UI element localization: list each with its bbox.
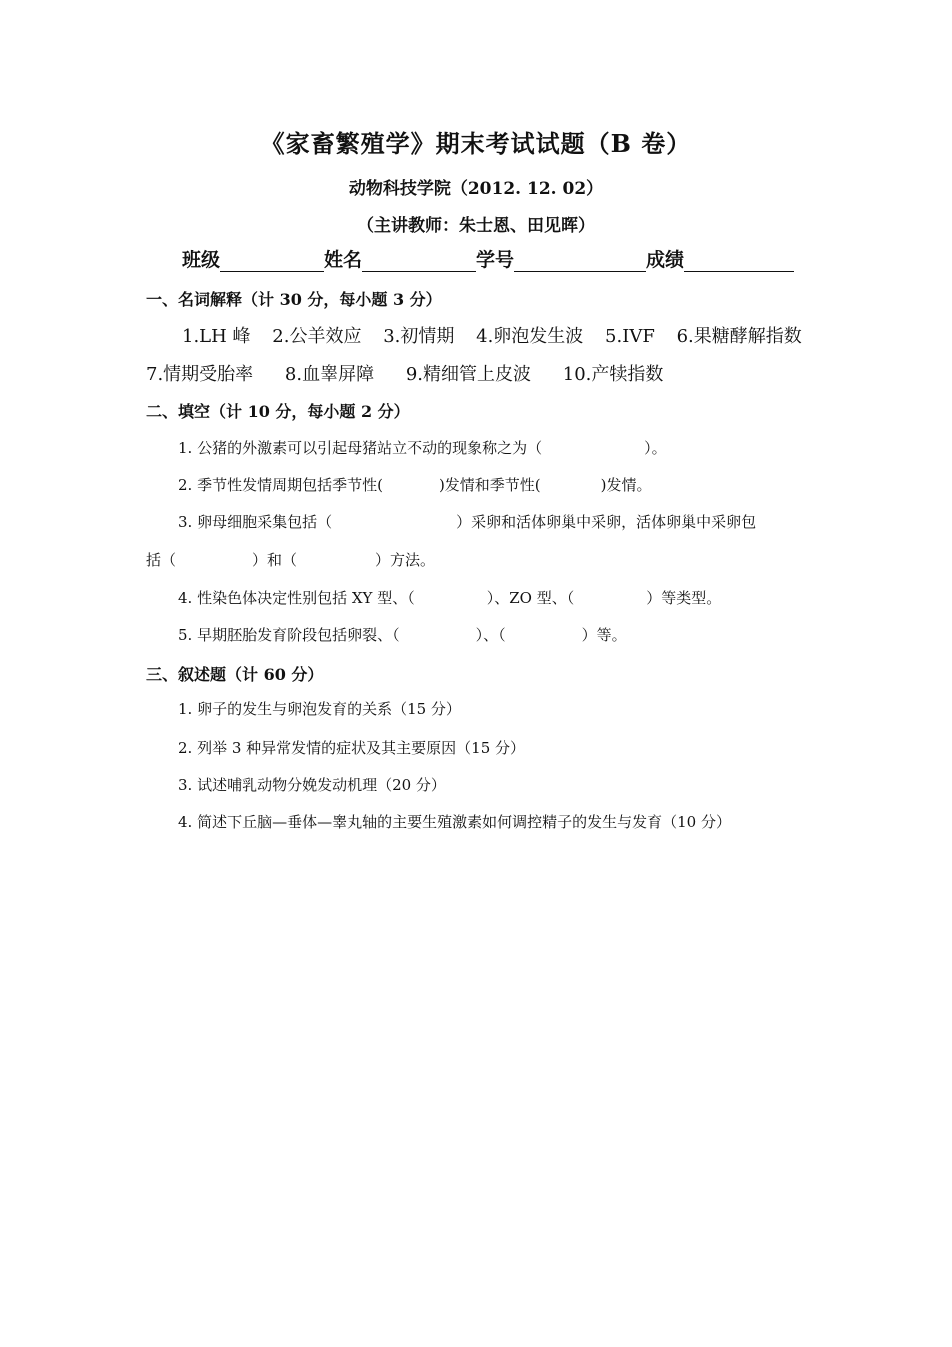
q4-text-b: ）、ZO 型、（	[486, 589, 575, 607]
essay-question: 3. 试述哺乳动物分娩发动机理（20 分）	[178, 776, 446, 794]
score-blank[interactable]	[684, 251, 794, 272]
q3-text-b: ）采卵和活体卵巢中采卵，活体卵巢中采卵包	[456, 513, 757, 531]
term-item: 2.公羊效应	[272, 326, 362, 347]
term-item: 3.初情期	[383, 326, 455, 347]
fill-question-4	[178, 587, 721, 608]
q1-text-a: 1. 公猪的外激素可以引起母猪站立不动的现象称之为（	[178, 439, 543, 457]
q5-text-b: ）、（	[475, 626, 506, 644]
fill-question-2	[178, 474, 652, 495]
section2-heading: 二、填空（计 10 分，每小题 2 分）	[146, 402, 410, 421]
q5-text-c: ）等。	[581, 626, 627, 644]
term-item: 10.产犊指数	[562, 364, 664, 385]
fill-question-5	[178, 624, 627, 645]
class-blank[interactable]	[220, 251, 324, 272]
q3-text-c: 括（	[146, 551, 177, 569]
essay-question: 1. 卵子的发生与卵泡发育的关系（15 分）	[178, 700, 461, 718]
class-label: 班级	[182, 249, 221, 271]
term-item: 1.LH 峰	[182, 326, 251, 347]
term-item: 9.精细管上皮波	[405, 364, 532, 385]
q5-text-a: 5. 早期胚胎发育阶段包括卵裂、（	[178, 626, 400, 644]
student-id-blank[interactable]	[514, 251, 646, 272]
term-item: 5.IVF	[605, 326, 655, 347]
student-id-label: 学号	[476, 249, 515, 271]
q3-text-d: ）和（	[252, 551, 298, 569]
section3-heading: 三、叙述题（计 60 分）	[146, 665, 324, 684]
q2-text-a: 2. 季节性发情周期包括季节性(	[178, 476, 383, 494]
essay-question: 2. 列举 3 种异常发情的症状及其主要原因（15 分）	[178, 739, 526, 757]
terms-line-2	[146, 360, 679, 386]
q4-text-c: ）等类型。	[646, 589, 722, 607]
name-blank[interactable]	[362, 251, 476, 272]
q2-text-c: )发情。	[600, 476, 652, 494]
college-date-line: 动物科技学院（2012. 12. 02）	[348, 179, 604, 199]
name-label: 姓名	[324, 249, 363, 271]
term-item: 6.果糖酵解指数	[676, 326, 802, 347]
term-item: 7.情期受胎率	[146, 364, 254, 385]
term-item: 8.血睾屏障	[284, 364, 375, 385]
score-label: 成绩	[646, 249, 685, 271]
fill-question-1	[178, 437, 667, 458]
teacher-line: （主讲教师：朱士恩、田见晖）	[357, 216, 595, 236]
terms-line-1	[182, 322, 802, 348]
section1-heading: 一、名词解释（计 30 分，每小题 3 分）	[146, 290, 442, 309]
fill-question-3-line1	[178, 511, 756, 532]
term-item: 4.卵泡发生波	[476, 326, 584, 347]
fill-question-3-line2	[146, 549, 435, 570]
essay-question: 4. 简述下丘脑—垂体—睾丸轴的主要生殖激素如何调控精子的发生与发育（10 分）	[178, 813, 731, 831]
q2-text-b: )发情和季节性(	[438, 476, 541, 494]
exam-title: 《家畜繁殖学》期末考试试题（B 卷）	[260, 129, 692, 158]
q1-text-b: ）。	[644, 439, 667, 457]
q4-text-a: 4. 性染色体决定性别包括 XY 型、（	[178, 589, 415, 607]
student-info-row	[182, 245, 794, 272]
q3-text-e: ）方法。	[375, 551, 436, 569]
q3-text-a: 3. 卵母细胞采集包括（	[178, 513, 333, 531]
